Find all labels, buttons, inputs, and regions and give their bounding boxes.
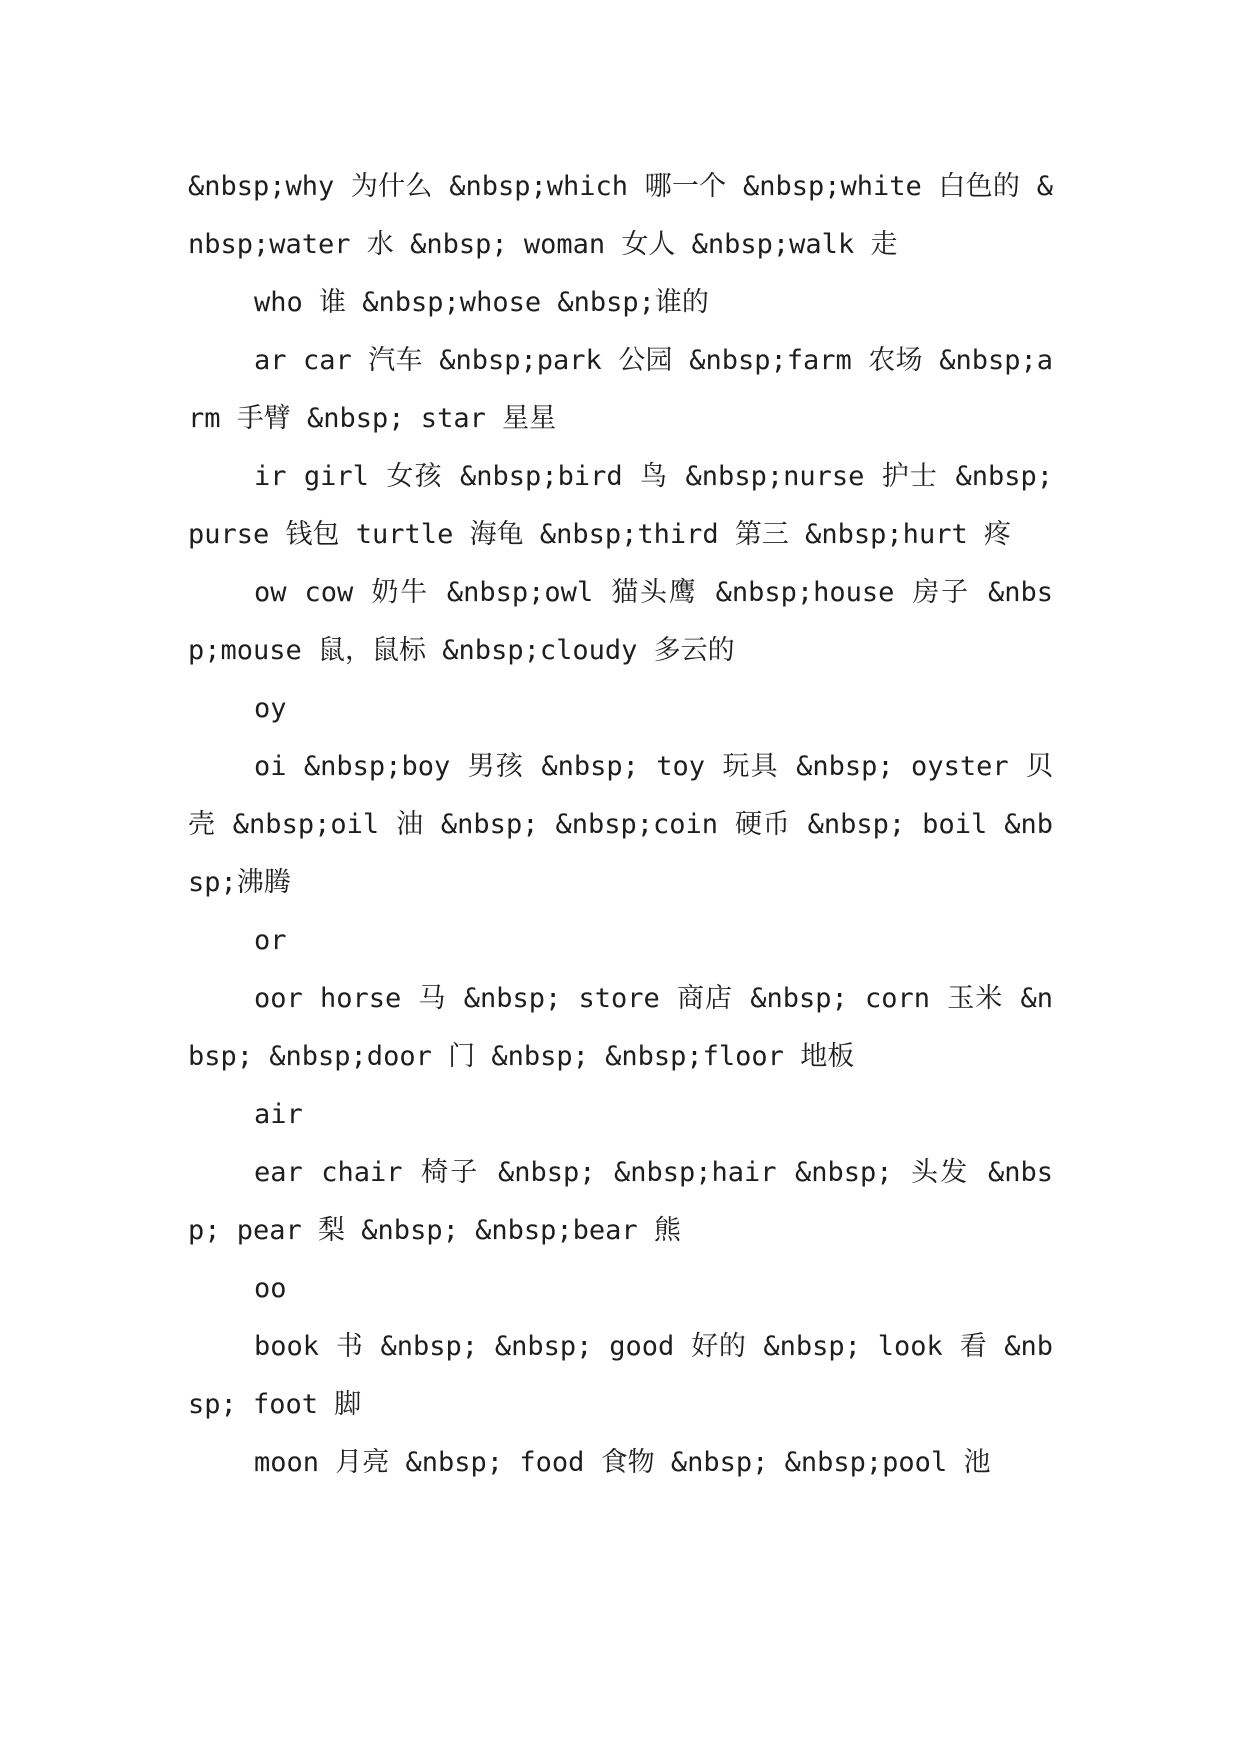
paragraph-oor-words: oor horse 马 &nbsp; store 商店 &nbsp; corn 玉米 &nbsp; &nbsp;door 门 &nbsp; &nbsp;floor 地板	[188, 983, 1053, 1072]
heading-oy: oy	[254, 693, 287, 724]
paragraph-ow-words: ow cow 奶牛 &nbsp;owl 猫头鹰 &nbsp;house 房子 &nbsp;mouse 鼠，鼠标 &nbsp;cloudy 多云的	[188, 577, 1053, 666]
paragraph-ar-words: ar car 汽车 &nbsp;park 公园 &nbsp;farm 农场 &nbsp;arm 手臂 &nbsp; star 星星	[188, 345, 1053, 434]
paragraph-ear-words: ear chair 椅子 &nbsp; &nbsp;hair &nbsp; 头发 &nbsp; pear 梨 &nbsp; &nbsp;bear 熊	[188, 1157, 1053, 1246]
paragraph-w-words: &nbsp;why 为什么 &nbsp;which 哪一个 &nbsp;white 白色的 &nbsp;water 水 &nbsp; woman 女人 &nbsp;walk 走	[188, 171, 1053, 260]
paragraph-oo-long-words: moon 月亮 &nbsp; food 食物 &nbsp; &nbsp;pool 池	[254, 1447, 991, 1478]
paragraph-who-whose: who 谁 &nbsp;whose &nbsp;谁的	[254, 287, 709, 318]
paragraph-ir-words: ir girl 女孩 &nbsp;bird 鸟 &nbsp;nurse 护士 &nbsp;purse 钱包 turtle 海龟 &nbsp;third 第三 &nbsp;hurt 疼	[188, 461, 1053, 550]
paragraph-oi-words: oi &nbsp;boy 男孩 &nbsp; toy 玩具 &nbsp; oyster 贝壳 &nbsp;oil 油 &nbsp; &nbsp;coin 硬币 &nbsp; boil &nbsp;沸腾	[188, 751, 1053, 898]
heading-oo: oo	[254, 1273, 287, 1304]
heading-air: air	[254, 1099, 303, 1130]
paragraph-oo-short-words: book 书 &nbsp; &nbsp; good 好的 &nbsp; look 看 &nbsp; foot 脚	[188, 1331, 1053, 1420]
heading-or: or	[254, 925, 287, 956]
document-body	[188, 158, 1053, 1492]
